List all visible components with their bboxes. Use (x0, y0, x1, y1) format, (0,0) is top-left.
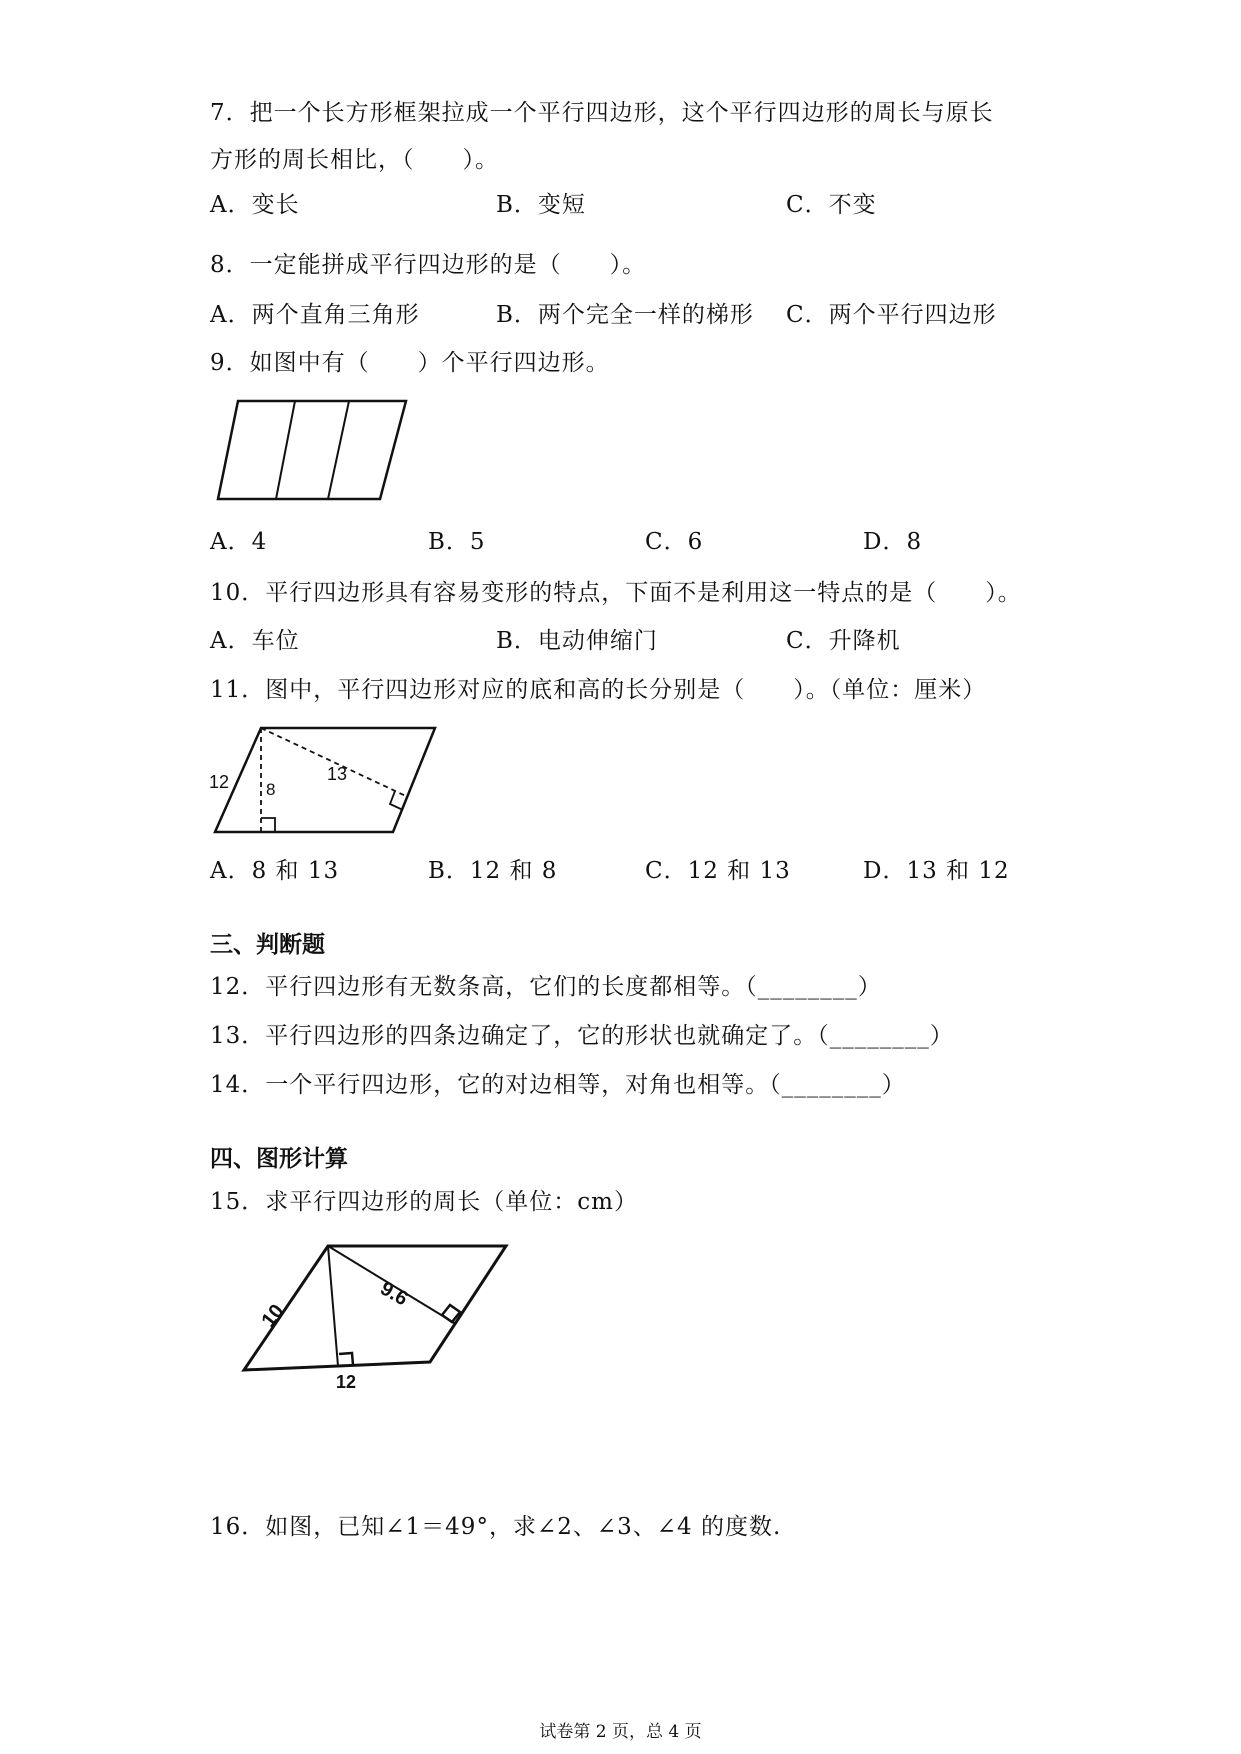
section4-title: 四、图形计算 (210, 1146, 348, 1172)
q10-option-c: C．升降机 (786, 628, 901, 654)
q9-option-d: D．8 (863, 529, 923, 555)
q15-parallelogram (244, 1246, 506, 1370)
q10-option-b: B．电动伸缩门 (496, 628, 658, 654)
q10-text: 10．平行四边形具有容易变形的特点，下面不是利用这一特点的是（ ）。 (210, 580, 1022, 606)
q9-parallelogram (218, 401, 406, 499)
q11-label-diag-height: 13 (327, 764, 348, 784)
q11-parallelogram (215, 728, 435, 832)
q9-option-a: A．4 (210, 529, 268, 555)
q7-option-a: A．变长 (210, 192, 300, 218)
q11-figure (205, 722, 450, 837)
q16-text: 16．如图，已知∠1＝49°，求∠2、∠3、∠4 的度数. (210, 1514, 782, 1540)
q8-option-c: C．两个平行四边形 (786, 302, 997, 328)
q11-option-a: A．8 和 13 (210, 858, 340, 884)
q8-option-b: B．两个完全一样的梯形 (496, 302, 754, 328)
q15-label-side: 10 (257, 1300, 289, 1332)
q15-height-to-base (328, 1246, 338, 1366)
q15-text: 15．求平行四边形的周长（单位：cm） (210, 1189, 638, 1215)
q11-label-side: 12 (209, 772, 230, 792)
q14-text: 14．一个平行四边形，它的对边相等，对角也相等。（________） (210, 1072, 906, 1098)
q11-option-c: C．12 和 13 (645, 858, 791, 884)
q10-option-a: A．车位 (210, 628, 300, 654)
q11-right-angle-bottom (261, 818, 275, 832)
q9-option-b: B．5 (428, 529, 486, 555)
q11-text: 11．图中，平行四边形对应的底和高的长分别是（ ）。（单位：厘米） (210, 677, 987, 703)
q11-option-d: D．13 和 12 (863, 858, 1010, 884)
page-footer: 试卷第 2 页，总 4 页 (539, 1722, 702, 1742)
q9-divider-2 (328, 401, 349, 499)
q9-divider-1 (276, 401, 295, 499)
q7-option-b: B．变短 (496, 192, 586, 218)
section3-title: 三、判断题 (210, 932, 325, 958)
q9-text: 9．如图中有（ ）个平行四边形。 (210, 350, 610, 376)
q15-label-base: 12 (336, 1372, 357, 1392)
q15-label-height: 9.6 (376, 1277, 412, 1311)
q7-option-c: C．不变 (786, 192, 877, 218)
q15-right-angle-bottom (339, 1353, 353, 1365)
q11-label-height: 8 (266, 780, 276, 799)
q15-figure (238, 1242, 513, 1392)
q12-text: 12．平行四边形有无数条高，它们的长度都相等。（________） (210, 974, 882, 1000)
q7-line1: 7．把一个长方形框架拉成一个平行四边形，这个平行四边形的周长与原长 (210, 100, 994, 126)
q8-text: 8．一定能拼成平行四边形的是（ ）。 (210, 252, 647, 278)
q11-diag-height-line (261, 728, 408, 797)
q9-figure (210, 395, 410, 505)
q9-option-c: C．6 (645, 529, 704, 555)
q11-option-b: B．12 和 8 (428, 858, 558, 884)
q8-option-a: A．两个直角三角形 (210, 302, 420, 328)
q7-line2: 方形的周长相比，（ ）。 (210, 147, 499, 173)
q13-text: 13．平行四边形的四条边确定了，它的形状也就确定了。（________） (210, 1023, 954, 1049)
